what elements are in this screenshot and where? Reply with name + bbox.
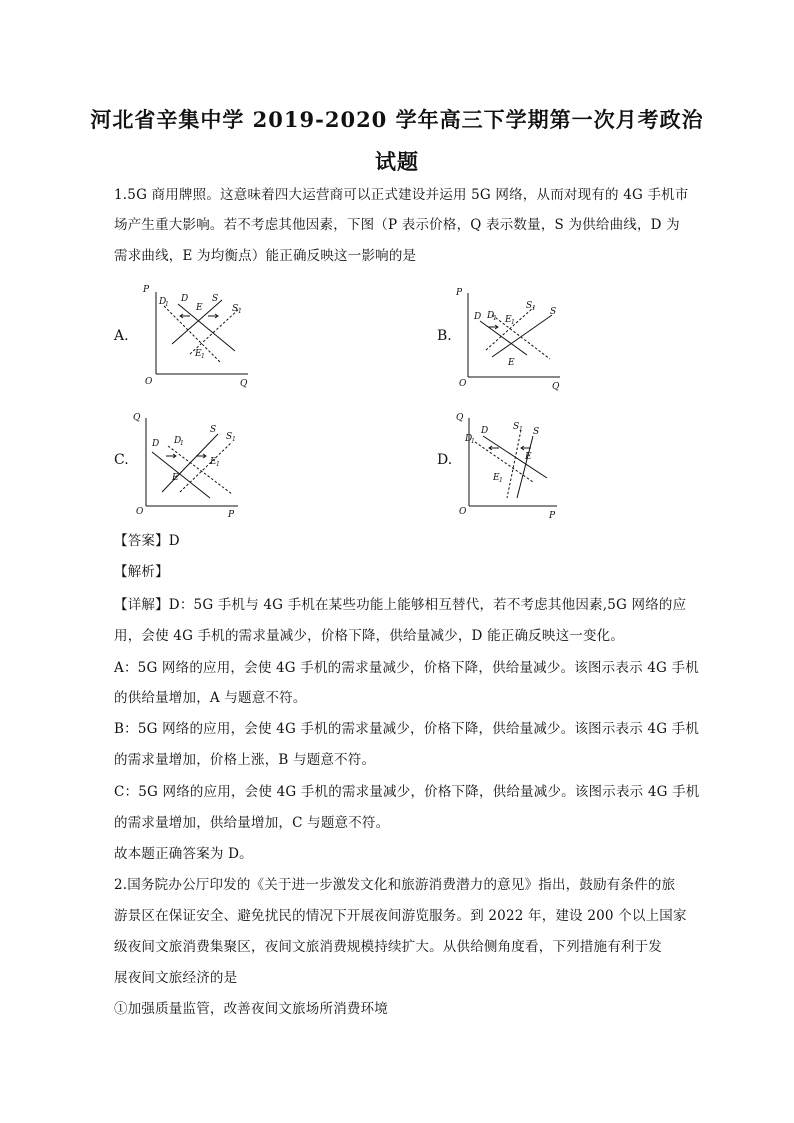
graph-a-label: 1 — [238, 308, 242, 315]
graph-a — [140, 282, 255, 392]
graph-a-label: 1 — [165, 301, 169, 308]
answer: 【答案】D — [114, 533, 180, 549]
graph-a-label: 1 — [201, 353, 205, 360]
graph-b — [452, 285, 567, 395]
option-a-label: A. — [114, 328, 129, 344]
graph-c-label: D — [152, 439, 160, 449]
analysis-line: A：5G 网络的应用，会使 4G 手机的需求量减少，价格下降，供给量减少。该图示表示 4G 手机 — [114, 660, 699, 676]
analysis-line: 故本题正确答案为 D。 — [114, 846, 253, 862]
graph-a-y-label: P — [143, 285, 150, 295]
graph-d-label: D — [465, 434, 473, 444]
graph-c-label: 1 — [216, 461, 220, 468]
graph-c — [130, 410, 255, 520]
graph-b-label: 1 — [532, 305, 536, 312]
graph-a-origin: O — [145, 377, 153, 387]
graph-a-label: E — [195, 349, 202, 359]
analysis-line: C：5G 网络的应用，会使 4G 手机的需求量减少，价格下降，供给量减少。该图示表示 4G 手机 — [114, 784, 700, 800]
graph-d-x-label: P — [549, 511, 556, 521]
q1-stem-line: 需求曲线，E 为均衡点）能正确反映这一影响的是 — [114, 248, 417, 264]
graph-b-label: S — [550, 307, 557, 317]
graph-b-label: E — [505, 315, 512, 325]
option-b-label: B. — [437, 328, 452, 344]
analysis-tag: 【解析】 — [114, 564, 169, 580]
q2-stem-line: 2.国务院办公厅印发的《关于进一步激发文化和旅游消费潜力的意见》指出，鼓励有条件的旅 — [114, 877, 676, 893]
q2-stem-line: 展夜间文旅经济的是 — [114, 970, 238, 986]
graph-a-label: E — [196, 303, 203, 313]
analysis-line: 的需求量增加，价格上涨，B 与题意不符。 — [114, 752, 376, 768]
graph-c-origin: O — [136, 507, 144, 517]
graph-d-label: E — [525, 452, 532, 462]
graph-c-label: D — [174, 436, 182, 446]
graph-d-origin: O — [459, 507, 467, 517]
graph-b-label: D — [487, 311, 495, 321]
graph-c-x-label: P — [228, 510, 235, 520]
graph-b-x-label: Q — [552, 382, 560, 392]
q2-stem-line: 游景区在保证安全、避免扰民的情况下开展夜间游览服务。到 2022 年，建设 200 个以上国家 — [114, 908, 687, 924]
option-c-label: C. — [114, 452, 129, 468]
graph-c-label: 1 — [232, 436, 236, 443]
graph-a-label: S — [232, 304, 239, 314]
graph-d-label: S — [513, 422, 520, 432]
graph-a-label: D — [181, 294, 189, 304]
graph-b-label: 1 — [511, 319, 515, 326]
graph-d — [453, 410, 568, 520]
q2-item-1: ①加强质量监管，改善夜间文旅场所消费环境 — [114, 1001, 388, 1017]
graph-b-label: 1 — [493, 315, 497, 322]
graph-b-y-label: P — [456, 288, 463, 298]
graph-b-label: E — [508, 358, 515, 368]
q2-stem-line: 级夜间文旅消费集聚区，夜间文旅消费规模持续扩大。从供给侧角度看，下列措施有利于发 — [114, 939, 662, 955]
option-d-label: D. — [437, 452, 453, 468]
graph-d-label: 1 — [519, 426, 523, 433]
paper-title-line1: 河北省辛集中学 2019-2020 学年高三下学期第一次月考政治 — [90, 107, 704, 132]
graph-d-label: 1 — [471, 438, 475, 445]
graph-a-x-label: Q — [240, 379, 248, 389]
graph-d-label: 1 — [499, 477, 503, 484]
paper-title-line2: 试题 — [375, 149, 419, 174]
q1-stem-line: 1.5G 商用牌照。这意味着四大运营商可以正式建设并运用 5G 网络，从而对现有的 4G 手机市 — [114, 187, 689, 203]
analysis-line: B：5G 网络的应用，会使 4G 手机的需求量减少，价格下降，供给量减少。该图示表示 4G 手机 — [114, 721, 700, 737]
graph-a-label: D — [159, 297, 167, 307]
analysis-line: 【详解】D：5G 手机与 4G 手机在某些功能上能够相互替代，若不考虑其他因素,5G 网络的应 — [114, 597, 687, 613]
graph-d-label: S — [533, 427, 540, 437]
graph-c-label: E — [210, 457, 217, 467]
graph-c-label: 1 — [180, 440, 184, 447]
graph-b-label: D — [474, 312, 482, 322]
graph-d-y-label: Q — [456, 413, 464, 423]
graph-d-label: D — [481, 426, 489, 436]
analysis-line: 的供给量增加，A 与题意不符。 — [114, 690, 307, 706]
graph-c-label: S — [210, 425, 217, 435]
graph-c-label: S — [226, 432, 233, 442]
graph-a-label: S — [212, 294, 219, 304]
graph-b-origin: O — [459, 379, 467, 389]
analysis-line: 的需求量增加，供给量增加，C 与题意不符。 — [114, 815, 390, 831]
graph-d-label: E — [493, 473, 500, 483]
graph-c-y-label: Q — [133, 413, 141, 423]
graph-b-label: S — [526, 301, 533, 311]
graph-c-label: E — [172, 473, 179, 483]
q1-stem-line: 场产生重大影响。若不考虑其他因素，下图（P 表示价格，Q 表示数量，S 为供给曲线，D 为 — [114, 217, 680, 233]
analysis-line: 用，会使 4G 手机的需求量减少，价格下降，供给量减少，D 能正确反映这一变化。 — [114, 628, 625, 644]
